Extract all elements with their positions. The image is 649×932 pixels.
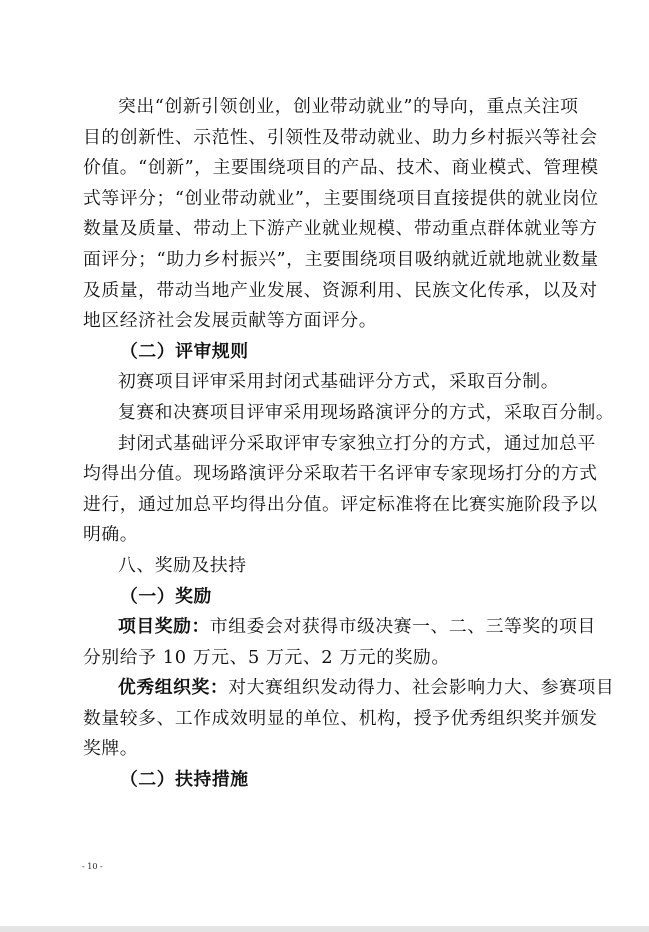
paragraph-line: 数量及质量、带动上下游产业就业规模、带动重点群体就业等方 [83,218,598,240]
paragraph-line: 封闭式基础评分采取评审专家独立打分的方式，通过加总平 [118,432,596,454]
support-measures-heading: （二）扶持措施 [120,769,249,791]
paragraph-line: 分别给予 10 万元、5 万元、2 万元的奖励。 [83,646,450,668]
paragraph-line [83,673,615,704]
project-award-paragraph [83,612,596,673]
paragraph-line: 式等评分；“创业带动就业”，主要围绕项目直接提供的就业岗位 [83,187,599,209]
awards-heading: （一）奖励 [120,585,212,607]
paragraph-line: 进行，通过加总平均得出分值。评定标准将在比赛实施阶段予以 [83,493,598,515]
paragraph-line: 突出“创新引领创业，创业带动就业”的导向，重点关注项 [118,96,579,117]
paragraph-line: 价值。“创新”，主要围绕项目的产品、技术、商业模式、管理模 [83,157,599,179]
page-number: - 10 - [82,862,103,871]
page-content [83,92,615,796]
paragraph-line: 地区经济社会发展贡献等方面评分。 [83,310,378,332]
org-award-paragraph [83,673,615,765]
paragraph-line: 数量较多、工作成效明显的单位、机构，授予优秀组织奖并颁发 [83,707,598,729]
paragraph-line: 面评分；“助力乡村振兴”，主要围绕项目吸纳就近就地就业数量 [83,248,599,270]
section-eight-heading: 八、奖励及扶持 [118,554,247,576]
prelim-review-paragraph: 初赛项目评审采用封闭式基础评分方式，采取百分制。 [118,371,560,393]
org-award-label: 优秀组织奖： [118,677,229,699]
scoring-paragraph [83,429,598,551]
org-award-text: 对大赛组织发动得力、社会影响力大、参赛项目 [228,677,615,699]
paragraph-line: 均得出分值。现场路演评分采取若干名评审专家现场打分的方式 [83,463,598,485]
paragraph-line: 目的创新性、示范性、引领性及带动就业、助力乡村振兴等社会 [83,126,598,148]
review-rules-heading: （二）评审规则 [120,340,249,362]
viewer-bottom-strip [0,926,649,932]
paragraph-line: 及质量，带动当地产业发展、资源利用、民族文化传承，以及对 [83,279,598,301]
paragraph-line: 明确。 [83,524,139,546]
paragraph-line: 奖牌。 [83,738,139,760]
project-award-text: 市组委会对获得市级决赛一、二、三等奖的项目 [209,616,596,638]
project-award-label: 项目奖励： [118,616,210,638]
innovation-paragraph [83,92,599,337]
paragraph-line [83,612,596,643]
final-review-paragraph: 复赛和决赛项目评审采用现场路演评分的方式，采取百分制。 [118,401,615,423]
